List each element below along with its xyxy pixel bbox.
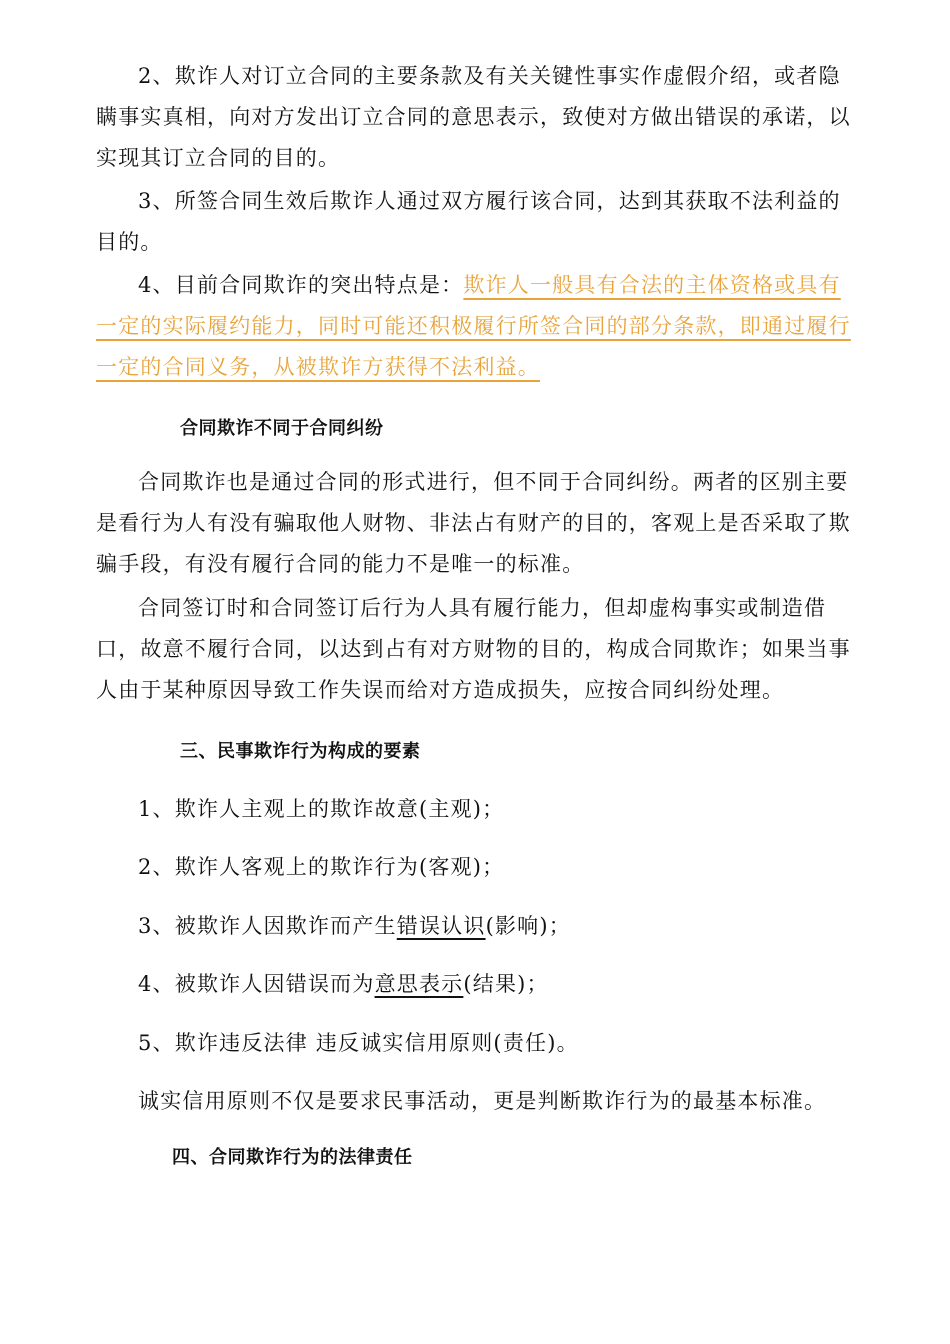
item-4-prefix: 4、目前合同欺诈的突出特点是： xyxy=(138,273,464,297)
paragraph-dispute-handling: 合同签订时和合同签订后行为人具有履行能力，但却虚构事实或制造借口，故意不履行合同，以达到占有对方财物的目的，构成合同欺诈；如果当事人由于某种原因导致工作失误而给对方造成损失，应按合同纠纷处理。 xyxy=(96,596,851,702)
item-3-underlined-term: 错误认识 xyxy=(396,914,486,938)
item-4-suffix: (结果)； xyxy=(463,972,549,996)
heading-section-three: 三、民事欺诈行为构成的要素 xyxy=(180,741,421,762)
element-item-3 xyxy=(138,910,571,940)
paragraph-item-4 xyxy=(96,265,856,388)
item-4-highlighted-text: 欺诈人一般具有合法的主体资格或具有一定的实际履约能力，同时可能还积极履行所签合同的部分条款，即通过履行一定的合同义务，从被欺诈方获得不法利益。 xyxy=(96,273,851,379)
element-item-4 xyxy=(138,968,549,998)
element-item-5: 5、欺诈违反法律 违反诚实信用原则(责任)。 xyxy=(138,1031,579,1055)
paragraph-item-2: 2、欺诈人对订立合同的主要条款及有关关键性事实作虚假介绍，或者隐瞒事实真相，向对方发出订立合同的意思表示，致使对方做出错误的承诺，以实现其订立合同的目的。 xyxy=(96,64,851,170)
heading-section-four: 四、合同欺诈行为的法律责任 xyxy=(172,1147,413,1168)
paragraph-item-3: 3、所签合同生效后欺诈人通过双方履行该合同，达到其获取不法利益的目的。 xyxy=(96,189,841,254)
item-3-prefix: 3、被欺诈人因欺诈而产生 xyxy=(138,914,397,938)
item-4-prefix-text: 4、被欺诈人因错误而为 xyxy=(138,972,375,996)
item-3-suffix: (影响)； xyxy=(485,914,571,938)
paragraph-dispute-difference: 合同欺诈也是通过合同的形式进行，但不同于合同纠纷。两者的区别主要是看行为人有没有骗取他人财物、非法占有财产的目的，客观上是否采取了欺骗手段，有没有履行合同的能力不是唯一的标准。 xyxy=(96,470,851,576)
paragraph-good-faith-principle: 诚实信用原则不仅是要求民事活动，更是判断欺诈行为的最基本标准。 xyxy=(138,1089,827,1113)
element-item-2: 2、欺诈人客观上的欺诈行为(客观)； xyxy=(138,855,505,879)
item-4-underlined-term: 意思表示 xyxy=(374,972,464,996)
heading-contract-fraud-vs-dispute: 合同欺诈不同于合同纠纷 xyxy=(180,418,384,439)
element-item-1: 1、欺诈人主观上的欺诈故意(主观)； xyxy=(138,797,505,821)
